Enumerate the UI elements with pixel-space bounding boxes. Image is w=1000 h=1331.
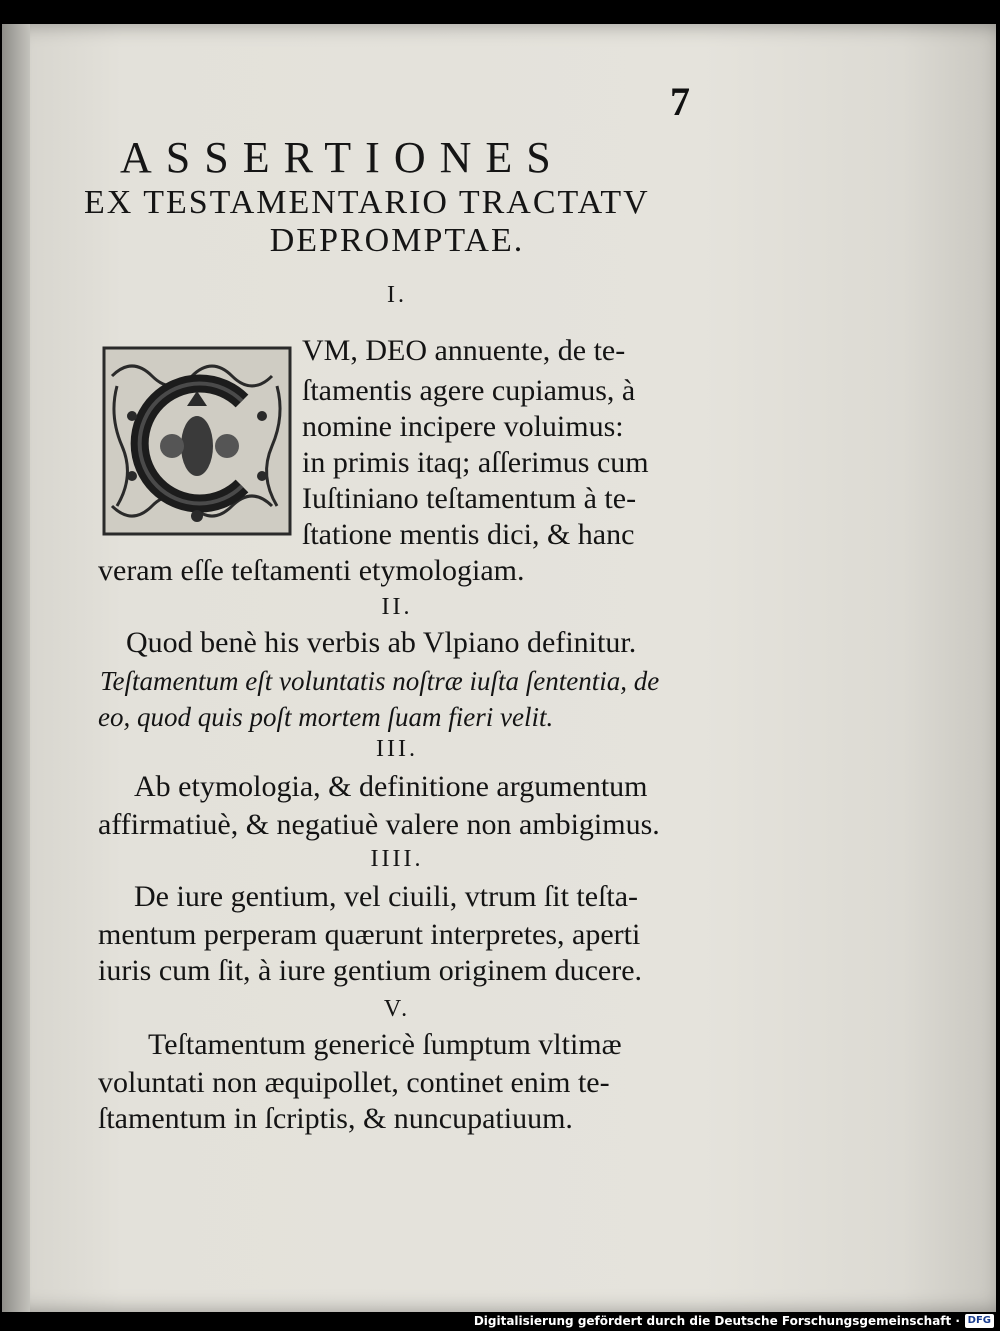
text-line-italic: eo, quod quis poſt mortem ſuam fieri velit. xyxy=(98,702,554,732)
dfg-logo-icon: DFG xyxy=(965,1314,994,1328)
text-line: Iuſtiniano teſtamentum à te- xyxy=(302,482,637,515)
title-line-2: EX TESTAMENTARIO TRACTATV xyxy=(84,184,650,221)
text-line: Quod benè his verbis ab Vlpiano definitur. xyxy=(126,626,637,659)
title-line-3: DEPROMPTAE. xyxy=(269,222,525,259)
page-gutter xyxy=(2,24,30,1312)
text-line: ſtamentis agere cupiamus, à xyxy=(302,374,636,407)
text-line: ſtamentum in ſcriptis, & nuncupatiuum. xyxy=(98,1102,573,1135)
text-line-italic: Teſtamentum eſt voluntatis noſtræ iuſta ſententia, de xyxy=(100,666,660,696)
digitization-footer xyxy=(0,1312,1000,1331)
assertion-number: III. xyxy=(376,736,418,762)
text-line: Teſtamentum genericè ſumptum vltimæ xyxy=(148,1028,622,1061)
title-line-1: ASSERTIONES xyxy=(120,133,565,182)
text-line: iuris cum ſit, à iure gentium originem ducere. xyxy=(98,954,643,987)
text-line: De iure gentium, vel ciuili, vtrum ſit teſta- xyxy=(134,880,639,913)
text-line: in primis itaq; aſſerimus cum xyxy=(302,446,649,479)
text-line: affirmatiuè, & negatiuè valere non ambigimus. xyxy=(98,808,660,841)
assertion-number: V. xyxy=(383,996,411,1022)
assertion-number: II. xyxy=(381,594,413,620)
assertion-number: I. xyxy=(387,282,407,308)
decorated-initial-c-icon xyxy=(102,346,292,536)
text-line: Ab etymologia, & definitione argumentum xyxy=(134,770,648,803)
assertion-number: IIII. xyxy=(370,846,424,872)
funding-credit: Digitalisierung gefördert durch die Deutsche Forschungsgemeinschaft · xyxy=(473,1314,960,1328)
book-page xyxy=(2,24,996,1312)
text-line: voluntati non æquipollet, continet enim te- xyxy=(98,1066,610,1099)
text-line: VM, DEO annuente, de te- xyxy=(302,334,626,367)
text-line: mentum perperam quærunt interpretes, aperti xyxy=(98,918,641,951)
text-line: veram eſſe teſtamenti etymologiam. xyxy=(98,554,525,587)
text-line: nomine incipere voluimus: xyxy=(302,410,624,443)
text-line: ſtatione mentis dici, & hanc xyxy=(302,518,635,551)
page-number: 7 xyxy=(670,79,690,124)
